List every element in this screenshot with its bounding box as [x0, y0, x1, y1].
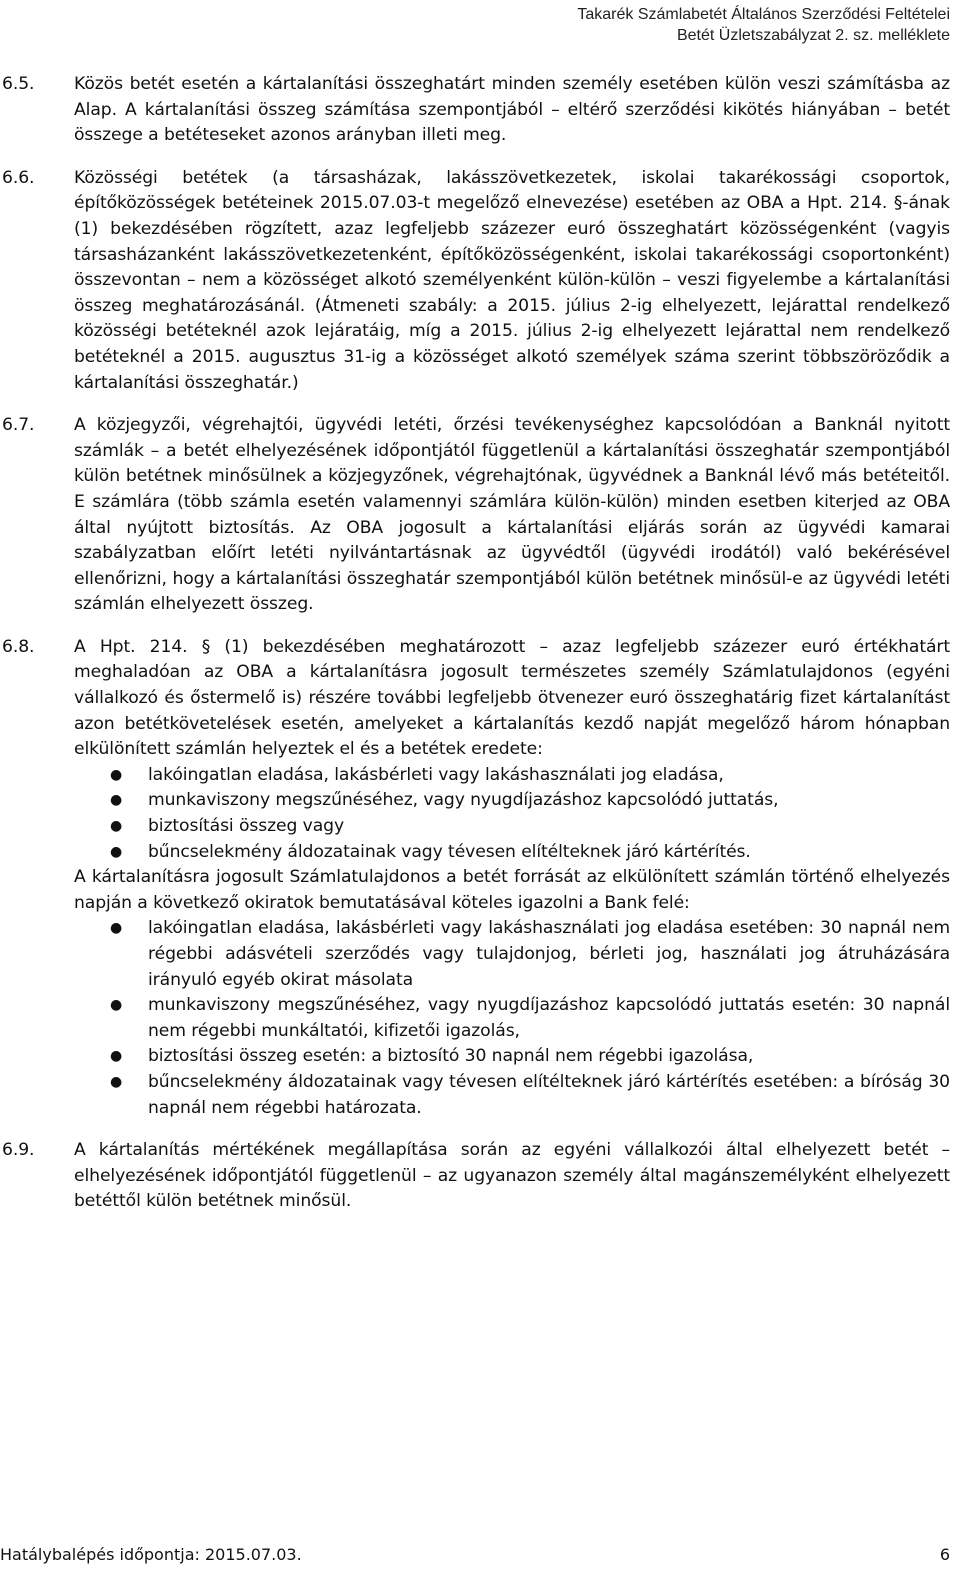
section-number: 6.6.: [2, 167, 35, 188]
header-subtitle: Betét Üzletszabályzat 2. sz. melléklete: [676, 27, 950, 44]
bullet-icon: ●: [110, 1048, 123, 1065]
list-item: ● bűncselekmény áldozatainak vagy tévesen elítélteknek járó kártérítés.: [74, 840, 950, 866]
section-6-8: [0, 635, 960, 1121]
bullet-icon: ●: [110, 792, 123, 809]
bullet-icon: ●: [110, 843, 123, 860]
page-header: [577, 4, 950, 46]
bullet-icon: ●: [110, 997, 123, 1014]
bullet-icon: ●: [110, 920, 123, 937]
section-6-9: [0, 1138, 960, 1215]
bullet-icon: ●: [110, 818, 123, 835]
list-item: ● lakóingatlan eladása, lakásbérleti vagy lakáshasználati jog eladása,: [74, 763, 950, 789]
document-body: [0, 72, 960, 1232]
section-number: 6.8.: [2, 636, 35, 657]
list-item: ● biztosítási összeg esetén: a biztosító 30 napnál nem régebbi igazolása,: [74, 1044, 950, 1070]
section-6-5: [0, 72, 960, 149]
list-item: ● biztosítási összeg vagy: [74, 814, 950, 840]
list-item: ● bűncselekmény áldozatainak vagy tévesen elítélteknek járó kártérítés esetében: a bíróság 30 napnál nem régebbi határozata.: [110, 1071, 950, 1118]
list-item: ● lakóingatlan eladása, lakásbérleti vagy lakáshasználati jog eladása esetében: 30 napnál nem régebbi adásvételi szerződés vagy tulajdonjog, bérleti jog, használati jog átruházására irányuló egyéb okirat másolata: [110, 918, 950, 990]
effective-date: Hatálybalépés időpontja: 2015.07.03.: [0, 1545, 302, 1564]
section-number: 6.5.: [2, 74, 35, 94]
list-item: ● munkaviszony megszűnéséhez, vagy nyugdíjazáshoz kapcsolódó juttatás,: [74, 788, 950, 814]
section-text: Közös betét esetén a kártalanítási összeghatárt minden személy esetében külön veszi számításba az Alap. A kártalanítási összeg számítása szempontjából – eltérő szerződési kikötés hiányában – betét összege a betéteseket azonos arányban illeti meg.: [74, 74, 950, 146]
header-title: Takarék Számlabetét Általános Szerződési Feltételei: [577, 6, 950, 23]
section-text: A kártalanítás mértékének megállapítása során az egyéni vállalkozói által elhelyezett betét – elhelyezésének időpontjától függetlenül – az ugyanazon személy által magánszemélyként elhelyezett betéttől külön betétnek minősül.: [74, 1140, 950, 1212]
section-number: 6.7.: [2, 415, 35, 436]
bullet-icon: ●: [110, 1073, 123, 1090]
list-item: ● munkaviszony megszűnéséhez, vagy nyugdíjazáshoz kapcsolódó juttatás esetén: 30 napnál nem régebbi munkáltatói, kifizetői igazolás,: [110, 995, 950, 1041]
page-number: 6: [939, 1545, 950, 1564]
bullet-icon: ●: [110, 766, 123, 783]
section-6-6: [0, 166, 960, 396]
section-number: 6.9.: [2, 1140, 35, 1161]
deposit-origin-list: [74, 763, 950, 865]
document-proof-list: [74, 916, 950, 1121]
section-text: Közösségi betétek (a társasházak, lakásszövetkezetek, iskolai takarékossági csoportok, építőközösségek betéteinek 2015.07.03-t megelőző elnevezése) esetében az OBA a Hpt. 214. §-ának (1) bekezdésében rögzített, azaz legfeljebb százezer euró összeghatárt közösségenként (vagyis társasházanként lakásszövetkezetenként, építőközösségenként, iskolai takarékossági csoportonként) összevontan – nem a közösséget alkotó személyenként külön-külön – veszi figyelembe a kártalanítási összeg meghatározásánál. (Átmeneti szabály: a 2015. július 2-ig elhelyezett, lejárattal rendelkező közösségi betéteknél azok lejáratáig, míg a 2015. július 2-ig elhelyezett lejárattal nem rendelkező betéteknél a 2015. augusztus 31-ig a közösséget alkotó személyek száma szerint többszöröződik a kártalanítási összeghatár.): [74, 167, 950, 393]
section-intro: A Hpt. 214. § (1) bekezdésében meghatározott – azaz legfeljebb százezer euró értékhatárt meghaladóan az OBA a kártalanításra jogosult természetes személy Számlatulajdonos (egyéni vállalkozó és őstermelő is) részére további legfeljebb ötvenezer euró összeghatárig fizet kártalanítást azon betétkövetelések esetén, amelyeket a kártalanítás kezdő napját megelőző három hónapban elkülönített számlán helyeztek el és a betétek eredete:: [74, 636, 950, 760]
section-text: A közjegyzői, végrehajtói, ügyvédi letéti, őrzési tevékenységhez kapcsolódóan a Banknál nyitott számlák – a betét elhelyezésének időpontjától függetlenül a kártalanítási összeghatár szempontjából külön betétnek minősülnek a közjegyzőnek, végrehajtónak, ügyvédnek a Banknál lévő más betéteitől. E számlára (több számla esetén valamennyi számlára külön-külön) minden esetben kiterjed az OBA által nyújtott biztosítás. Az OBA jogosult a kártalanítási eljárás során az ügyvédi kamarai szabályzatban előírt letéti nyilvántartásnak az ügyvédtől (ügyvédi irodától) való bekérésével ellenőrizni, hogy a kártalanítási összeghatár szempontjából külön betétnek minősül-e az ügyvédi letéti számlán elhelyezett összeg.: [74, 415, 950, 615]
section-middle: A kártalanításra jogosult Számlatulajdonos a betét forrását az elkülönített számlán történő elhelyezés napján a következő okiratok bemutatásával köteles igazolni a Bank felé:: [74, 867, 950, 913]
section-6-7: [0, 413, 960, 618]
